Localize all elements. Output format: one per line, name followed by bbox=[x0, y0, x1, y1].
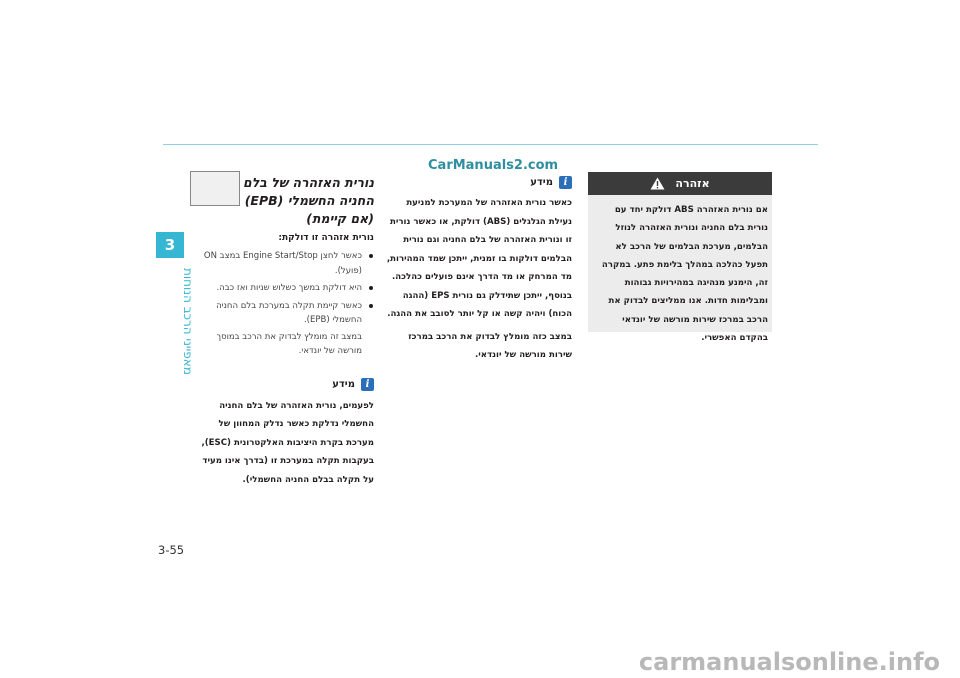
bullet-continuation: במצב זה מומלץ לבדוק את הרכב במוסך מורשה של יונדאי. bbox=[216, 331, 362, 356]
warning-header bbox=[588, 172, 772, 195]
section-title-line2: החניה החשמלי (EPB) bbox=[244, 193, 374, 208]
section-title-line1: נורית האזהרה של בלם bbox=[243, 175, 374, 190]
info-text: לפעמים, נורית האזהרה של בלם החניה החשמלי נדלקת כאשר נדלק המחוון של מערכת בקרת היציבות האלקטרונית (ESC), בעקבות תקלה במערכת זו (בדרך אינו מעיד על תקלה בבלם החניה החשמלי). bbox=[201, 400, 374, 485]
epb-section bbox=[190, 174, 374, 489]
info-paragraph-1: כאשר נורית האזהרה של המערכת למניעת נעילת הגלגלים (ABS) דולקת, או כאשר נורית זו ונורית האזהרה של בלם החניה וגם נורית הבלמים דולקות בו זמנית, ייתכן שמד המהירות, מד המרחק או מד הדרך אינם פועלים כהלכה. בנוסף, ייתכן שתידלק גם נורית EPS (ההגה הכוח) ויהיה קשה או קל יותר לסובב את ההגה. bbox=[386, 198, 572, 319]
chapter-number-tab: 3 bbox=[156, 232, 184, 258]
info-label: מידע bbox=[332, 379, 355, 390]
info-header bbox=[384, 174, 572, 190]
watermark-top: CarManuals2.com bbox=[428, 158, 559, 173]
info-icon: i bbox=[559, 176, 572, 189]
chapter-title: מאפייני הרכב הנוחות bbox=[181, 268, 195, 375]
list-item: כאשר קיימת תקלה במערכת בלם החניה החשמלי (EPB). bbox=[190, 299, 374, 328]
watermark-bottom: carmanualsonline.info bbox=[638, 648, 940, 676]
info-label: מידע bbox=[530, 176, 553, 188]
info-icon: i bbox=[361, 378, 374, 391]
list-item: היא דולקת במשך כשלוש שניות ואז כבה. bbox=[190, 281, 374, 296]
info-paragraph-2: במצב כזה מומלץ לבדוק את הרכב במרכז שירות מורשה של יונדאי. bbox=[408, 331, 572, 360]
warning-triangle-icon bbox=[650, 177, 665, 190]
warning-label: אזהרה bbox=[675, 177, 710, 190]
info-section bbox=[384, 174, 572, 369]
warning-text: אם נורית האזהרה ABS דולקת יחד עם נורית בלם החניה ונורית האזהרה לנוזל הבלמים, מערכת הבלמים של הרכב לא תפעל כהלכה במהלך בלימת פתע. במקרה זה, הימנע מנהיגה במהירויות גבוהות ומבלימות חדות. אנו ממליצים לבדוק את הרכב במרכז שירות מורשה של יונדאי בהקדם האפשרי. bbox=[601, 205, 768, 344]
top-rule bbox=[163, 144, 818, 145]
section-title-line3: (אם קיימת) bbox=[306, 211, 374, 226]
page-number: 3-55 bbox=[158, 543, 185, 557]
info-header bbox=[190, 377, 374, 393]
bullet-list bbox=[190, 249, 374, 328]
list-item: כאשר לחצן Engine Start/Stop במצב ON (פועל). bbox=[190, 249, 374, 278]
subheading: נורית אזהרה זו דולקת: bbox=[278, 233, 374, 243]
